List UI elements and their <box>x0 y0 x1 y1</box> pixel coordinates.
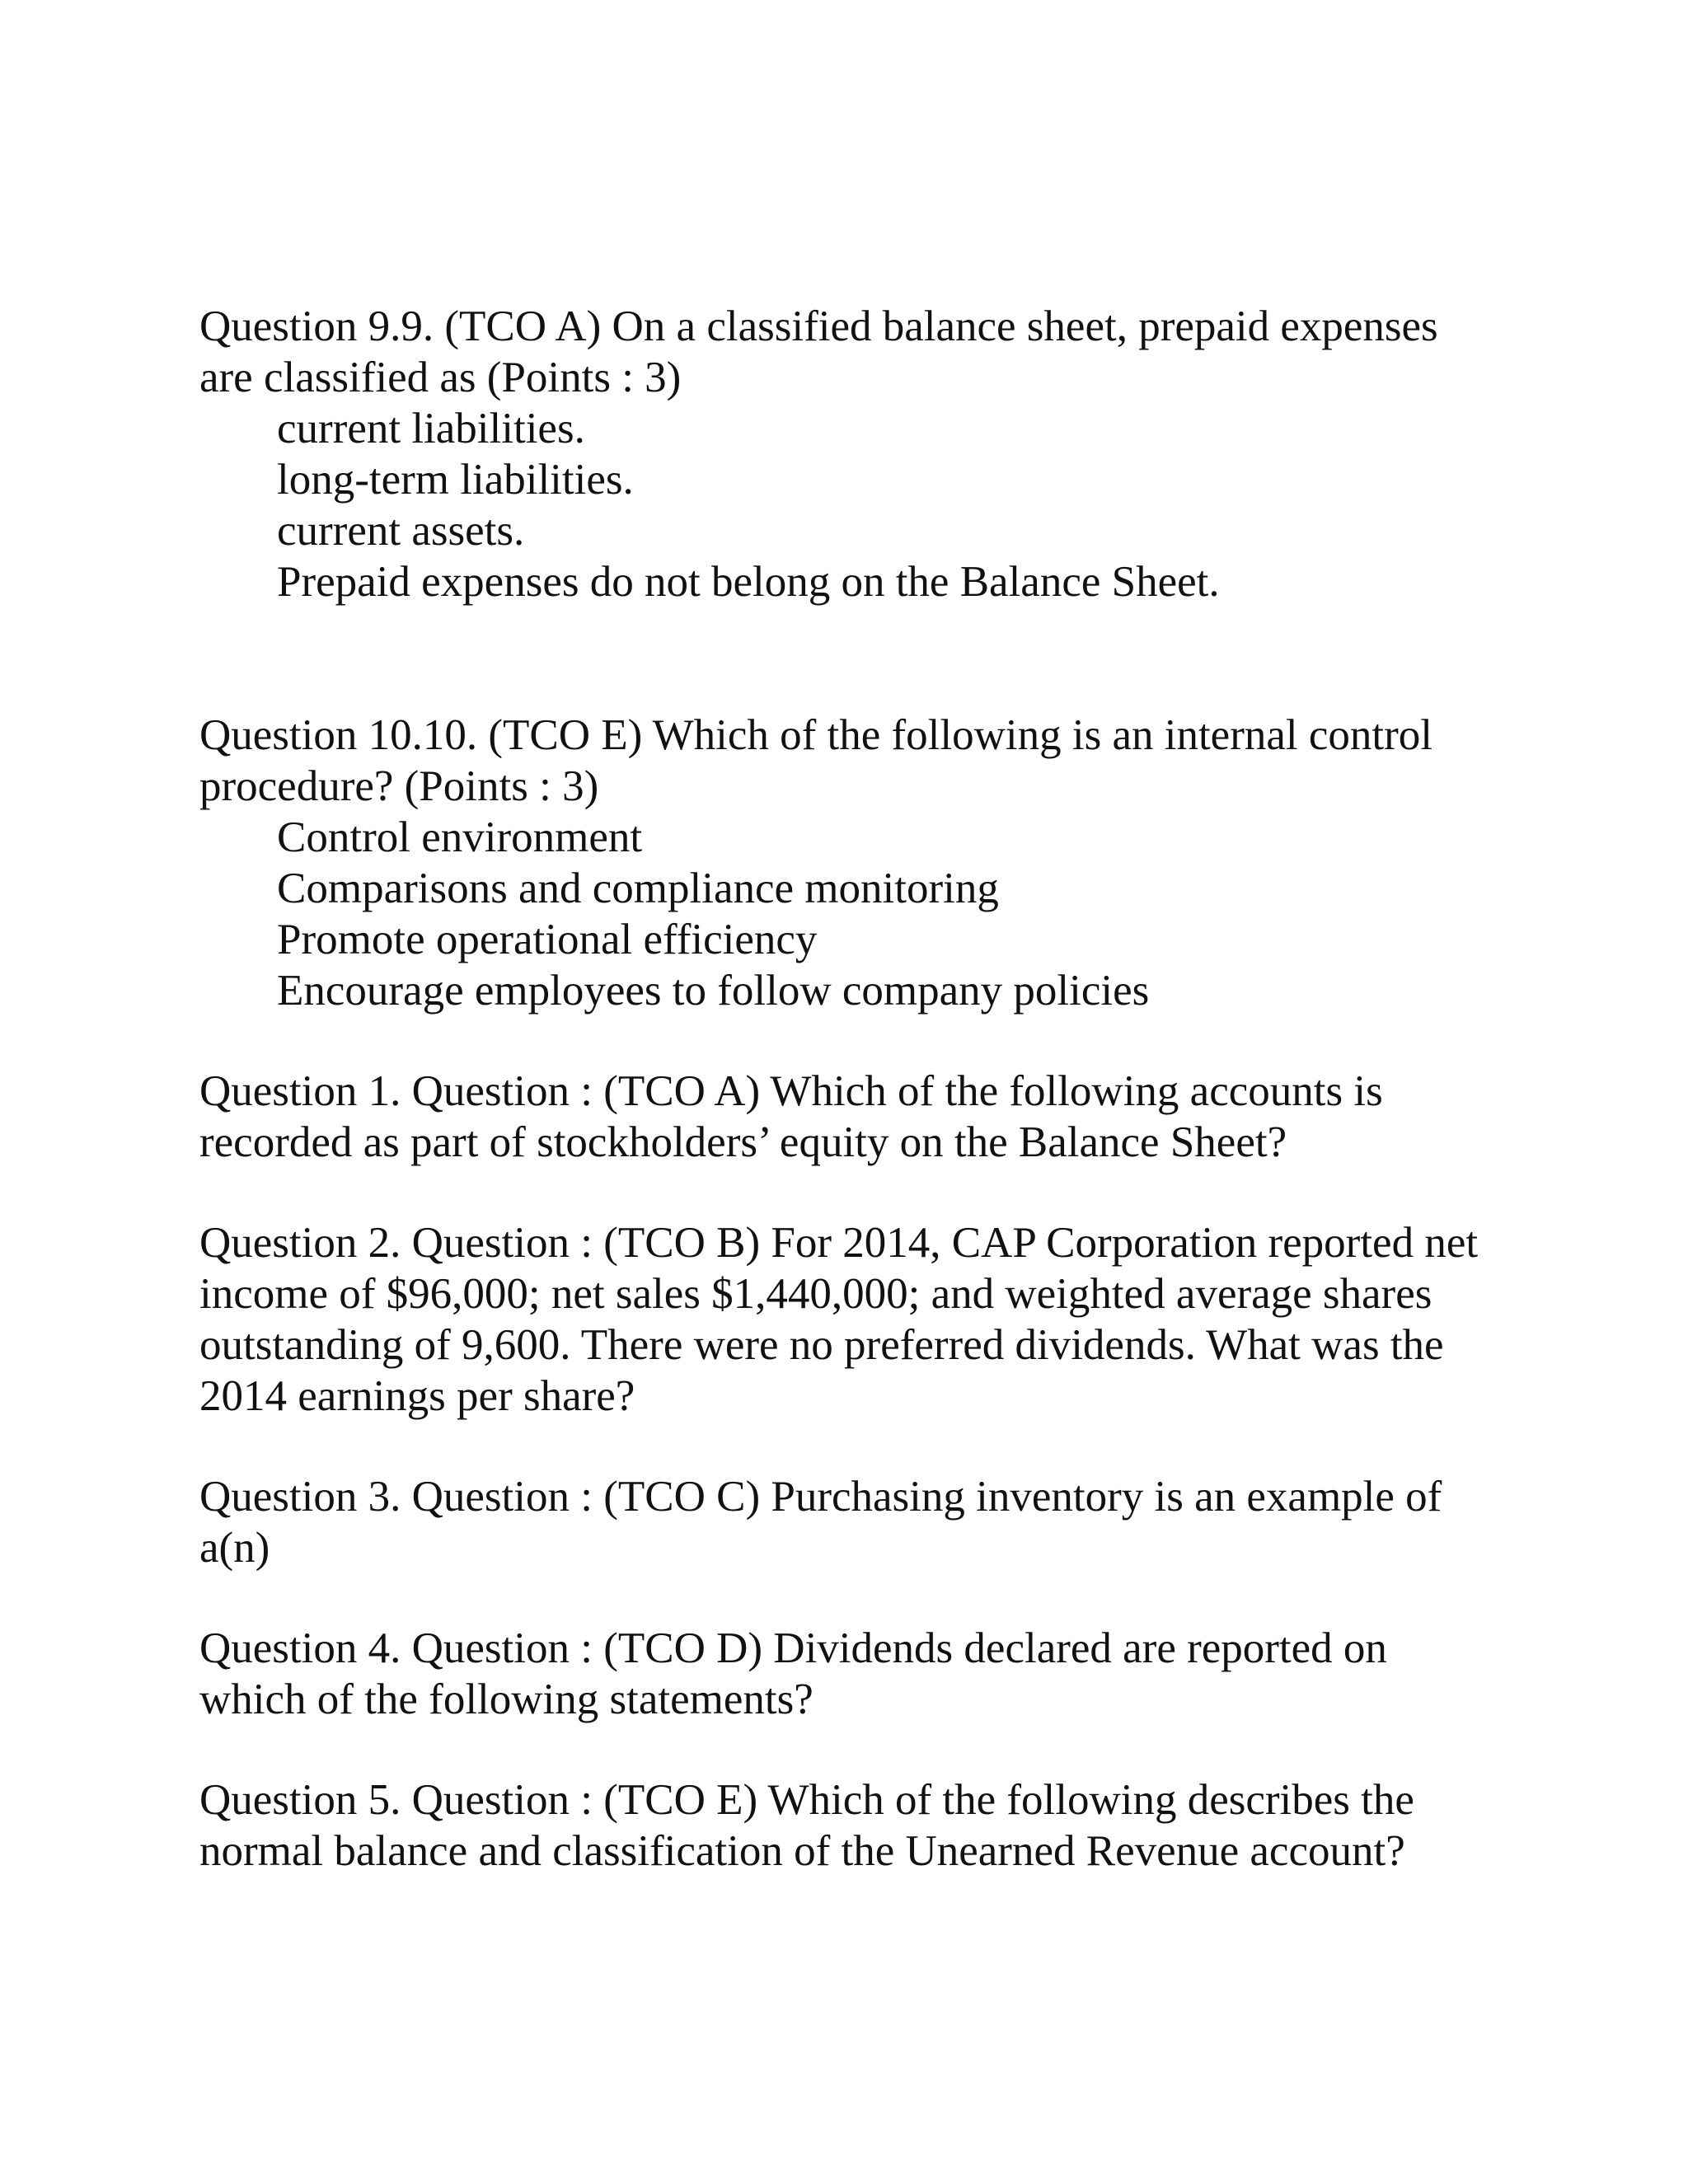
question-text: Question 5. Question : (TCO E) Which of the following describes the normal balance and classification of the Unearned Revenue account? <box>199 1776 1414 1875</box>
question-text: Question 4. Question : (TCO D) Dividends declared are reported on which of the following statements? <box>199 1624 1387 1723</box>
answer-option: Promote operational efficiency <box>277 916 818 963</box>
question-text: Question 10.10. (TCO E) Which of the following is an internal control procedure? (Points : 3) <box>199 711 1432 810</box>
answer-option: Control environment <box>277 813 643 861</box>
answer-option: current assets. <box>277 507 525 555</box>
question-block <box>199 710 1485 1016</box>
answer-option: current liabilities. <box>277 405 585 452</box>
question-text: Question 1. Question : (TCO A) Which of the following accounts is recorded as part of stockholders’ equity on the Balance Sheet? <box>199 1067 1383 1166</box>
answer-options <box>199 403 1485 607</box>
question-text: Question 2. Question : (TCO B) For 2014, CAP Corporation reported net income of $96,000; net sales $1,440,000; and weighted average shares outstanding of 9,600. There were no preferred dividends. What was the 2014 earnings per share? <box>199 1219 1479 1420</box>
question-text: Question 9.9. (TCO A) On a classified balance sheet, prepaid expenses are classified as (Points : 3) <box>199 302 1438 401</box>
question-block <box>199 301 1485 607</box>
spacer <box>199 1725 1485 1774</box>
answer-option: Comparisons and compliance monitoring <box>277 865 999 912</box>
answer-option: Prepaid expenses do not belong on the Balance Sheet. <box>277 558 1220 606</box>
answer-option: long-term liabilities. <box>277 456 634 504</box>
answer-options <box>199 812 1485 1016</box>
spacer <box>199 607 1485 710</box>
spacer <box>199 1573 1485 1623</box>
question-list <box>199 301 1485 1877</box>
question-text: Question 3. Question : (TCO C) Purchasing inventory is an example of a(n) <box>199 1473 1442 1572</box>
answer-option: Encourage employees to follow company policies <box>277 967 1150 1015</box>
spacer <box>199 1422 1485 1471</box>
spacer <box>199 1168 1485 1217</box>
spacer <box>199 1016 1485 1066</box>
